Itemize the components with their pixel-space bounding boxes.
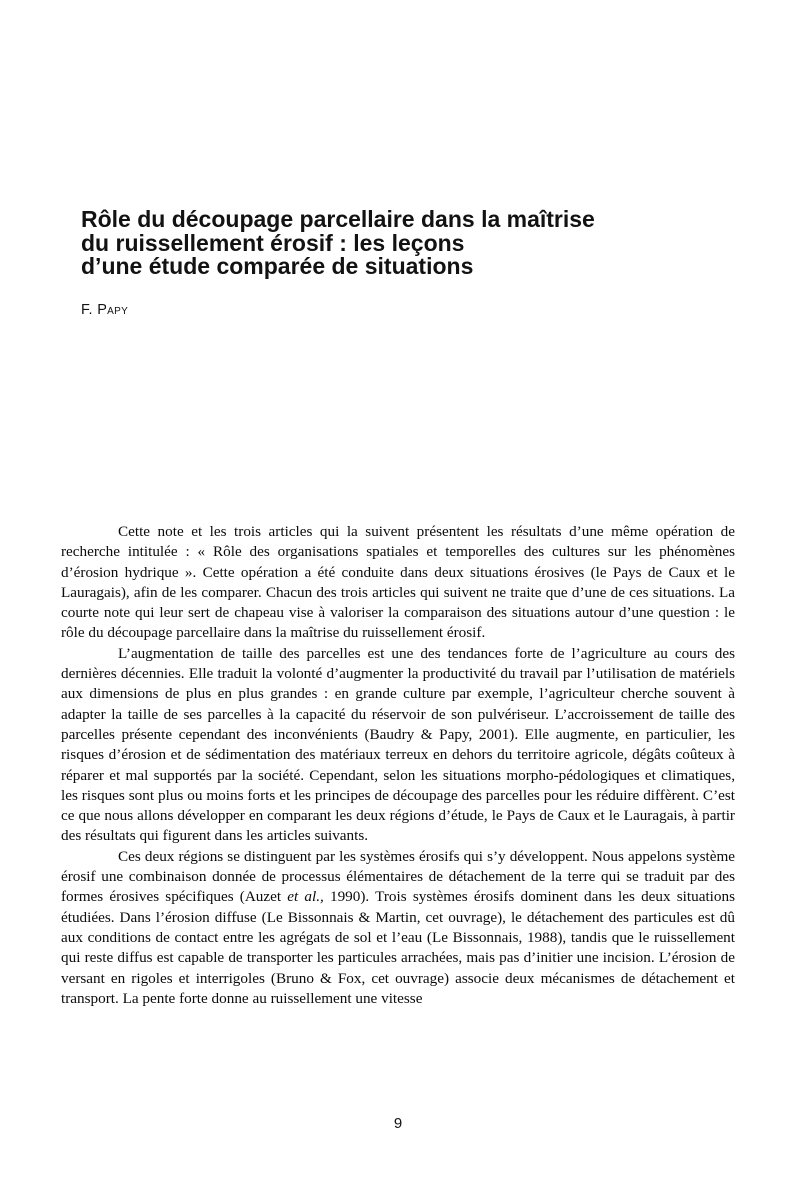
article-title — [81, 208, 721, 279]
article-body — [61, 522, 735, 1009]
text-run: L’augmentation de taille des parcelles est une des tendances forte de l’agriculture au cours des dernières décennies. Elle traduit la volonté d’augmenter la productivité du travail par l’utilisation de matériels aux dimensions de plus en plus grandes : en grande culture par exemple, l’agriculteur cherche souvent à adapter la taille de ses parcelles à la capacité du réservoir de son pulvériseur. L’accroissement de taille des parcelles présente cependant des inconvénients (Baudry & Papy, 2001). Elle augmente, en particulier, les risques d’érosion et de sédimentation des matériaux terreux en dehors du territoire agricole, dégâts coûteux à réparer et mal supportés par la société. Cependant, selon les situations morpho-pédologiques et climatiques, les risques sont plus ou moins forts et les principes de découpage des parcelles pour les réduire diffèrent. C’est ce que nous allons développer en comparant les deux régions d’étude, le Pays de Caux et le Lauragais, à partir des résultats qui figurent dans les articles suivants. — [61, 644, 735, 845]
article-title-line: du ruissellement érosif : les leçons — [81, 229, 465, 256]
page-number: 9 — [393, 1115, 403, 1132]
italic-text: et al., — [287, 888, 324, 906]
paragraph — [61, 847, 735, 1009]
author-name: F. Papy — [81, 302, 129, 318]
text-run: Cette note et les trois articles qui la suivent présentent les résultats d’une même opération de recherche intitulée : « Rôle des organisations spatiales et temporelles des cultures sur les phénomènes d’érosion hydrique ». Cette opération a été conduite dans deux situations érosives (le Pays de Caux et le Lauragais), afin de les comparer. Chacun des trois articles qui suivent ne traite que d’une de ces situations. La courte note qui leur sert de chapeau vise à valoriser la comparaison des situations autour d’une question : le rôle du découpage parcellaire dans la maîtrise du ruissellement érosif. — [61, 523, 735, 642]
paragraph — [61, 644, 735, 847]
text-run: Ces deux régions se distinguent par les systèmes érosifs qui s’y développent. Nous appelons système érosif une combinaison donnée de processus élémentaires de détachement de la terre qui se traduit par des formes érosives spécifiques (Auzet — [61, 847, 735, 906]
article-title-line: d’une étude comparée de situations — [81, 253, 474, 279]
text-run: 1990). Trois systèmes érosifs dominent dans les deux situations étudiées. Dans l’érosion diffuse (Le Bissonnais & Martin, cet ouvrage), le détachement des particules est dû aux conditions de contact entre les agrégats de sol et l’eau (Le Bissonnais, 1988), tandis que le ruissellement qui reste diffus est capable de transporter les particules arrachées, mais pas d’initier une incision. L’érosion de versant en rigoles et interrigoles (Bruno & Fox, cet ouvrage) associe deux mécanismes de détachement et transport. La pente forte donne au ruissellement une vitesse — [61, 888, 735, 1007]
article-title-line: Rôle du découpage parcellaire dans la maîtrise — [81, 206, 595, 232]
paragraph — [61, 522, 735, 644]
